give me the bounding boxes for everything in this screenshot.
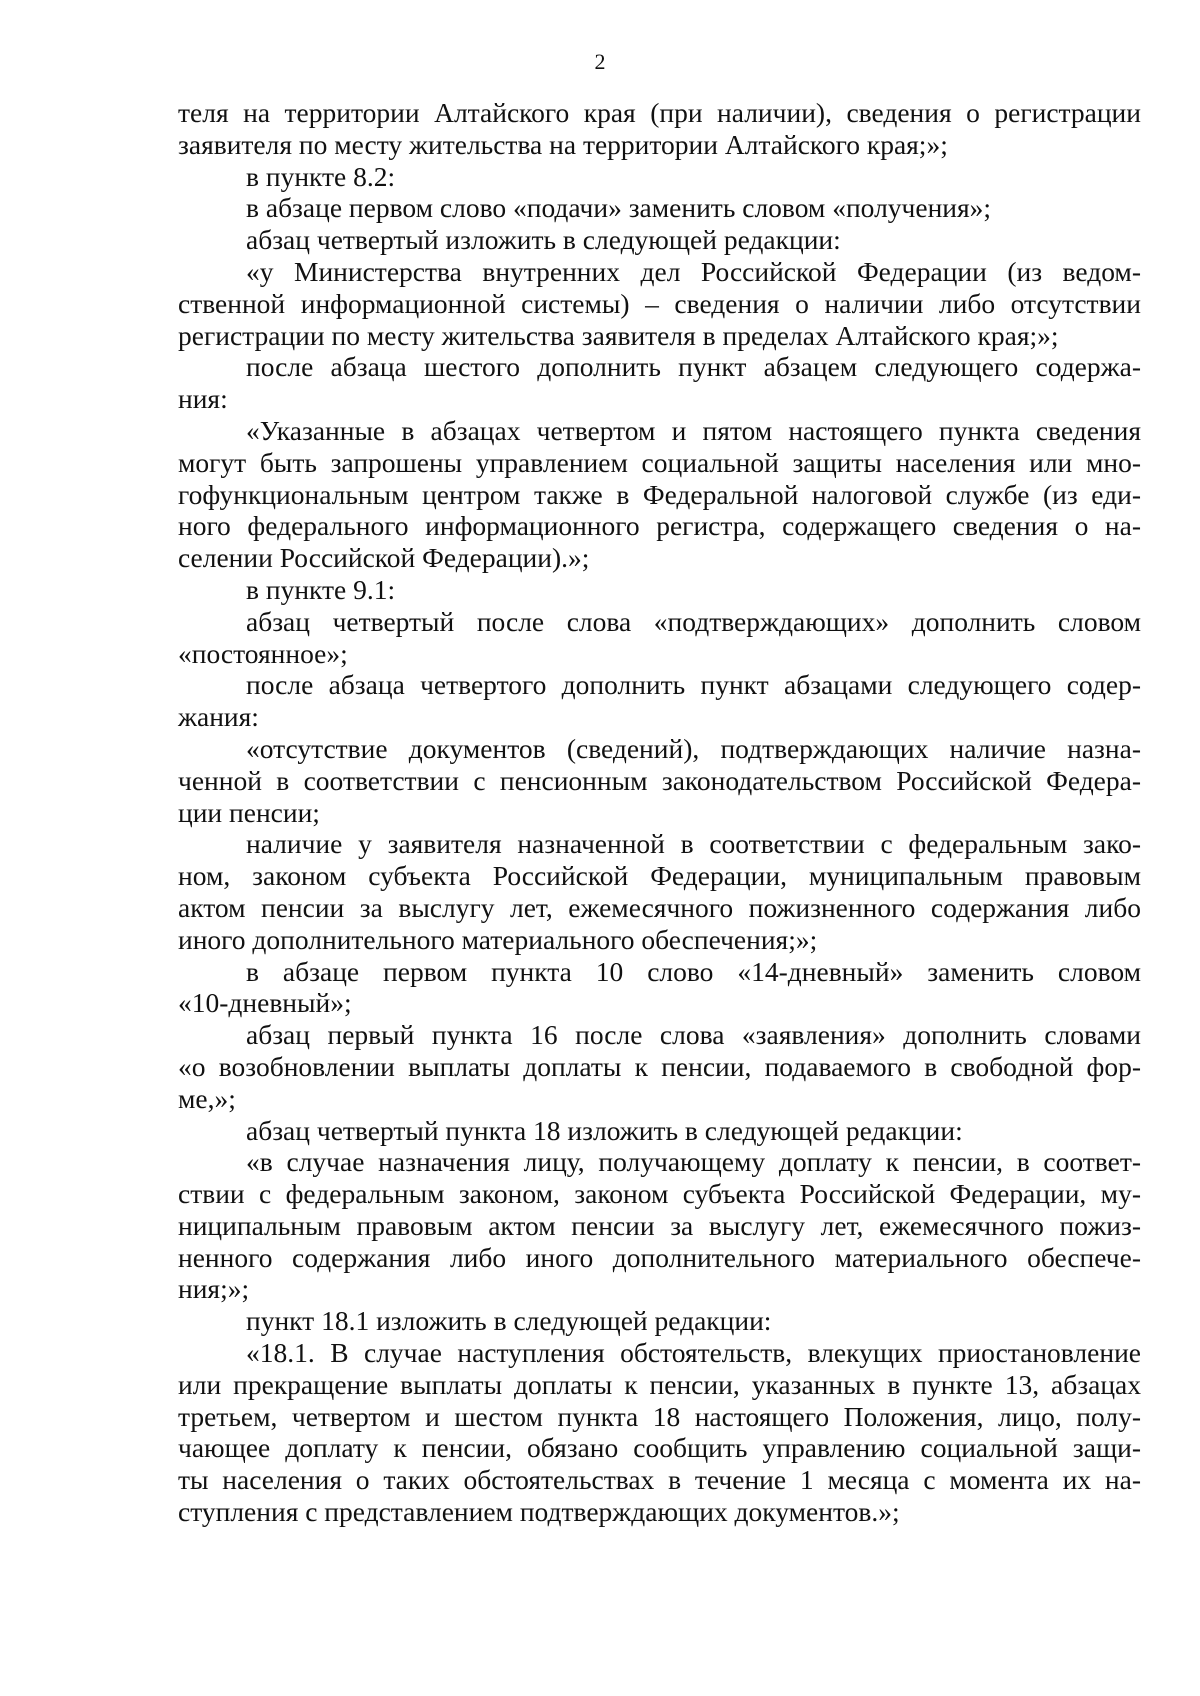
text-line: ствии с федеральным законом, законом субъекта Российской Федерации, му- (178, 1178, 1141, 1210)
text-line: селении Российской Федерации).»; (178, 542, 590, 574)
text-line: заявителя по месту жительства на территории Алтайского края;»; (178, 128, 948, 160)
text-line: ственной информационной системы) – сведения о наличии либо отсутствии (178, 287, 1141, 319)
text-line: пункт 18.1 изложить в следующей редакции: (246, 1305, 772, 1337)
text-line: в абзаце первом слово «подачи» заменить словом «получения»; (246, 192, 992, 224)
text-line: теля на территории Алтайского края (при наличии), сведения о регистрации (178, 97, 1141, 128)
text-line: регистрации по месту жительства заявителя в пределах Алтайского края;»; (178, 319, 1059, 351)
text-line: иного дополнительного материального обеспечения;»; (178, 923, 818, 955)
text-line: ного федерального информационного регистра, содержащего сведения о на- (178, 510, 1141, 542)
text-line: чающее доплату к пенсии, обязано сообщить управлению социальной защи- (178, 1432, 1141, 1464)
text-line: ме,»; (178, 1082, 236, 1114)
text-line: абзац четвертый пункта 18 изложить в следующей редакции: (246, 1114, 963, 1146)
text-line: жания: (178, 701, 259, 733)
text-line: абзац первый пункта 16 после слова «заявления» дополнить словами (246, 1019, 1141, 1051)
text-line: наличие у заявителя назначенной в соответствии с федеральным зако- (246, 828, 1141, 860)
text-line: ступления с представлением подтверждающих документов.»; (178, 1496, 900, 1528)
text-line: в пункте 9.1: (246, 573, 396, 605)
text-line: ниципальным правовым актом пенсии за выслугу лет, ежемесячного пожиз- (178, 1209, 1141, 1241)
text-line: третьем, четвертом и шестом пункта 18 настоящего Положения, лицо, полу- (178, 1400, 1141, 1432)
text-line: «18.1. В случае наступления обстоятельств, влекущих приостановление (246, 1337, 1141, 1369)
text-line: ненного содержания либо иного дополнительного материального обеспече- (178, 1241, 1141, 1273)
text-line: абзац четвертый после слова «подтверждающих» дополнить словом (246, 605, 1141, 637)
text-line: ния: (178, 383, 228, 415)
text-line: «у Министерства внутренних дел Российской Федерации (из ведом- (246, 255, 1141, 287)
text-line: «постоянное»; (178, 637, 348, 669)
text-line: или прекращение выплаты доплаты к пенсии, указанных в пункте 13, абзацах (178, 1368, 1141, 1400)
text-line: «Указанные в абзацах четвертом и пятом настоящего пункта сведения (246, 414, 1141, 446)
document-body (178, 97, 1141, 1528)
text-line: абзац четвертый изложить в следующей редакции: (246, 224, 841, 256)
page-number: 2 (594, 49, 606, 74)
text-line: «в случае назначения лицу, получающему доплату к пенсии, в соответ- (246, 1146, 1141, 1178)
text-line: «о возобновлении выплаты доплаты к пенсии, подаваемого в свободной фор- (178, 1050, 1141, 1082)
text-line: актом пенсии за выслугу лет, ежемесячного пожизненного содержания либо (178, 891, 1141, 923)
text-line: ном, законом субъекта Российской Федерации, муниципальным правовым (178, 860, 1141, 892)
text-line: после абзаца шестого дополнить пункт абзацем следующего содержа- (246, 351, 1141, 383)
text-line: в пункте 8.2: (246, 160, 396, 192)
text-line: «10-дневный»; (178, 987, 352, 1019)
text-line: ции пенсии; (178, 796, 320, 828)
text-line: ния;»; (178, 1273, 250, 1305)
text-line: после абзаца четвертого дополнить пункт абзацами следующего содер- (246, 669, 1141, 701)
text-line: могут быть запрошены управлением социальной защиты населения или мно- (178, 446, 1141, 478)
text-line: ченной в соответствии с пенсионным законодательством Российской Федера- (178, 764, 1141, 796)
text-line: гофункциональным центром также в Федеральной налоговой службе (из еди- (178, 478, 1141, 510)
text-line: «отсутствие документов (сведений), подтверждающих наличие назна- (246, 732, 1141, 764)
text-line: в абзаце первом пункта 10 слово «14-дневный» заменить словом (246, 955, 1141, 987)
text-line: ты населения о таких обстоятельствах в течение 1 месяца с момента их на- (178, 1464, 1141, 1496)
